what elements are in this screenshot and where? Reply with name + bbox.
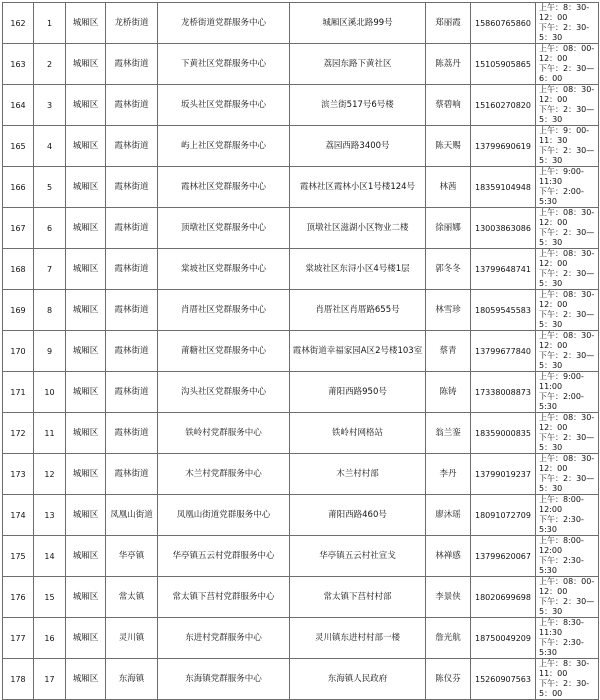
street-cell: 凤凰山街道 xyxy=(106,495,158,536)
index-cell: 6 xyxy=(34,208,66,249)
address-cell: 莆阳西路460号 xyxy=(290,495,426,536)
street-cell: 霞林街道 xyxy=(106,290,158,331)
row-number-cell: 169 xyxy=(3,290,34,331)
street-cell: 龙桥街道 xyxy=(106,3,158,44)
street-cell: 灵川镇 xyxy=(106,618,158,659)
center-name-cell: 坂头社区党群服务中心 xyxy=(158,85,290,126)
index-cell: 17 xyxy=(34,659,66,700)
district-cell: 城厢区 xyxy=(66,659,106,700)
contact-cell: 林茜 xyxy=(426,167,471,208)
phone-cell: 18359000835 xyxy=(471,413,536,454)
index-cell: 13 xyxy=(34,495,66,536)
phone-cell: 15105905865 xyxy=(471,44,536,85)
index-cell: 10 xyxy=(34,372,66,413)
contact-cell: 林雪珍 xyxy=(426,290,471,331)
index-cell: 14 xyxy=(34,536,66,577)
district-cell: 城厢区 xyxy=(66,44,106,85)
center-name-cell: 肖厝社区党群服务中心 xyxy=(158,290,290,331)
district-cell: 城厢区 xyxy=(66,290,106,331)
contact-cell: 詹光航 xyxy=(426,618,471,659)
row-number-cell: 177 xyxy=(3,618,34,659)
office-hours-cell: 上午：8:00-12:00 下午：2:30-5:30 xyxy=(536,495,599,536)
row-number-cell: 170 xyxy=(3,331,34,372)
center-name-cell: 铁岭村党群服务中心 xyxy=(158,413,290,454)
phone-cell: 18020699698 xyxy=(471,577,536,618)
street-cell: 霞林街道 xyxy=(106,44,158,85)
index-cell: 3 xyxy=(34,85,66,126)
table-row xyxy=(3,372,599,413)
center-name-cell: 顶墩社区党群服务中心 xyxy=(158,208,290,249)
office-hours-cell: 上午：08：00-12：00 下午：2：30—6：00 xyxy=(536,44,599,85)
table-row xyxy=(3,536,599,577)
street-cell: 霞林街道 xyxy=(106,331,158,372)
street-cell: 华亭镇 xyxy=(106,536,158,577)
index-cell: 15 xyxy=(34,577,66,618)
center-name-cell: 棠坡社区党群服务中心 xyxy=(158,249,290,290)
index-cell: 12 xyxy=(34,454,66,495)
row-number-cell: 173 xyxy=(3,454,34,495)
center-name-cell: 下黄社区党群服务中心 xyxy=(158,44,290,85)
contact-cell: 陈天赐 xyxy=(426,126,471,167)
office-hours-cell: 上午：8：30-11：00 下午：2：30-5：00 xyxy=(536,659,599,700)
office-hours-cell: 上午：9：00-11：30 下午：2：30—5：30 xyxy=(536,126,599,167)
table-row xyxy=(3,577,599,618)
district-cell: 城厢区 xyxy=(66,85,106,126)
phone-cell: 18359104948 xyxy=(471,167,536,208)
contact-cell: 陈荔丹 xyxy=(426,44,471,85)
office-hours-cell: 上午：08：30-12：00 下午：2：30—5：30 xyxy=(536,249,599,290)
street-cell: 霞林街道 xyxy=(106,372,158,413)
center-name-cell: 屿上社区党群服务中心 xyxy=(158,126,290,167)
address-cell: 木兰村村部 xyxy=(290,454,426,495)
address-cell: 城厢区溪北路99号 xyxy=(290,3,426,44)
phone-cell: 18059545583 xyxy=(471,290,536,331)
table-row xyxy=(3,659,599,700)
district-cell: 城厢区 xyxy=(66,126,106,167)
district-cell: 城厢区 xyxy=(66,413,106,454)
table-body xyxy=(3,3,599,700)
phone-cell: 13003863086 xyxy=(471,208,536,249)
center-name-cell: 东海镇党群服务中心 xyxy=(158,659,290,700)
address-cell: 荔园西路3400号 xyxy=(290,126,426,167)
contact-cell: 蔡青 xyxy=(426,331,471,372)
table-row xyxy=(3,3,599,44)
phone-cell: 15160270820 xyxy=(471,85,536,126)
street-cell: 霞林街道 xyxy=(106,413,158,454)
address-cell: 铁岭村网格站 xyxy=(290,413,426,454)
row-number-cell: 176 xyxy=(3,577,34,618)
address-cell: 常太镇下莒村村部 xyxy=(290,577,426,618)
address-cell: 霞林社区霞林小区1号楼124号 xyxy=(290,167,426,208)
row-number-cell: 162 xyxy=(3,3,34,44)
address-cell: 华亭镇五云村社宣戈 xyxy=(290,536,426,577)
center-name-cell: 东进村党群服务中心 xyxy=(158,618,290,659)
address-cell: 棠坡社区东浔小区4号楼1层 xyxy=(290,249,426,290)
table-row xyxy=(3,413,599,454)
center-name-cell: 凤凰山街道党群服务中心 xyxy=(158,495,290,536)
row-number-cell: 167 xyxy=(3,208,34,249)
district-cell: 城厢区 xyxy=(66,3,106,44)
center-name-cell: 木兰村党群服务中心 xyxy=(158,454,290,495)
street-cell: 东海镇 xyxy=(106,659,158,700)
center-name-cell: 华亭镇五云村党群服务中心 xyxy=(158,536,290,577)
contact-cell: 陈仪芬 xyxy=(426,659,471,700)
service-center-table xyxy=(2,2,599,700)
phone-cell: 15260907563 xyxy=(471,659,536,700)
contact-cell: 李丹 xyxy=(426,454,471,495)
district-cell: 城厢区 xyxy=(66,454,106,495)
street-cell: 霞林街道 xyxy=(106,208,158,249)
district-cell: 城厢区 xyxy=(66,536,106,577)
phone-cell: 13799677840 xyxy=(471,331,536,372)
row-number-cell: 172 xyxy=(3,413,34,454)
phone-cell: 15860765860 xyxy=(471,3,536,44)
index-cell: 4 xyxy=(34,126,66,167)
row-number-cell: 164 xyxy=(3,85,34,126)
index-cell: 9 xyxy=(34,331,66,372)
office-hours-cell: 上午：9:00-11:00 下午：2:00-5:30 xyxy=(536,372,599,413)
row-number-cell: 174 xyxy=(3,495,34,536)
contact-cell: 翁兰銮 xyxy=(426,413,471,454)
table-row xyxy=(3,44,599,85)
center-name-cell: 龙桥街道党群服务中心 xyxy=(158,3,290,44)
contact-cell: 陈铸 xyxy=(426,372,471,413)
office-hours-cell: 上午：8:30-11:30 下午：2:30-5:30 xyxy=(536,618,599,659)
street-cell: 霞林街道 xyxy=(106,126,158,167)
office-hours-cell: 上午：8:00-12:00 下午：2:30-5:30 xyxy=(536,536,599,577)
index-cell: 7 xyxy=(34,249,66,290)
row-number-cell: 175 xyxy=(3,536,34,577)
table-row xyxy=(3,85,599,126)
row-number-cell: 178 xyxy=(3,659,34,700)
district-cell: 城厢区 xyxy=(66,167,106,208)
phone-cell: 13799019237 xyxy=(471,454,536,495)
office-hours-cell: 上午：08：30-12：00 下午：2：30—5：30 xyxy=(536,208,599,249)
address-cell: 霞林街道幸福家园A区2号楼103室 xyxy=(290,331,426,372)
phone-cell: 13799620067 xyxy=(471,536,536,577)
office-hours-cell: 上午：8：30-12：00 下午：2：30-5：30 xyxy=(536,3,599,44)
office-hours-cell: 上午：08：30-12：00 下午：2：30—5：30 xyxy=(536,454,599,495)
district-cell: 城厢区 xyxy=(66,618,106,659)
street-cell: 常太镇 xyxy=(106,577,158,618)
row-number-cell: 171 xyxy=(3,372,34,413)
street-cell: 霞林街道 xyxy=(106,85,158,126)
row-number-cell: 166 xyxy=(3,167,34,208)
table-row xyxy=(3,454,599,495)
index-cell: 16 xyxy=(34,618,66,659)
row-number-cell: 165 xyxy=(3,126,34,167)
index-cell: 11 xyxy=(34,413,66,454)
table-row xyxy=(3,331,599,372)
index-cell: 2 xyxy=(34,44,66,85)
district-cell: 城厢区 xyxy=(66,331,106,372)
district-cell: 城厢区 xyxy=(66,577,106,618)
index-cell: 5 xyxy=(34,167,66,208)
table-row xyxy=(3,249,599,290)
phone-cell: 13799690619 xyxy=(471,126,536,167)
address-cell: 莆阳西路950号 xyxy=(290,372,426,413)
center-name-cell: 霞林社区党群服务中心 xyxy=(158,167,290,208)
address-cell: 荔园东路下黄社区 xyxy=(290,44,426,85)
street-cell: 霞林街道 xyxy=(106,454,158,495)
center-name-cell: 沟头社区党群服务中心 xyxy=(158,372,290,413)
phone-cell: 18091072709 xyxy=(471,495,536,536)
phone-cell: 18750049209 xyxy=(471,618,536,659)
district-cell: 城厢区 xyxy=(66,249,106,290)
center-name-cell: 常太镇下莒村党群服务中心 xyxy=(158,577,290,618)
contact-cell: 林禅感 xyxy=(426,536,471,577)
address-cell: 滨兰街517号6号楼 xyxy=(290,85,426,126)
office-hours-cell: 上午：08：30-12：00 下午：2：30—5：30 xyxy=(536,85,599,126)
office-hours-cell: 上午：08：30-12：00 下午：2：30—5：30 xyxy=(536,290,599,331)
table-row xyxy=(3,618,599,659)
contact-cell: 李景侠 xyxy=(426,577,471,618)
table-row xyxy=(3,167,599,208)
address-cell: 顶墩社区滋湖小区物业二楼 xyxy=(290,208,426,249)
row-number-cell: 168 xyxy=(3,249,34,290)
contact-cell: 郑丽霞 xyxy=(426,3,471,44)
address-cell: 灵川镇东进村村部一楼 xyxy=(290,618,426,659)
street-cell: 霞林街道 xyxy=(106,249,158,290)
contact-cell: 徐丽娜 xyxy=(426,208,471,249)
office-hours-cell: 上午：08：30-12：00 下午：2：30—5：30 xyxy=(536,413,599,454)
street-cell: 霞林街道 xyxy=(106,167,158,208)
office-hours-cell: 上午：08：00-12：00 下午：2：30—5：30 xyxy=(536,577,599,618)
contact-cell: 廖沐瑶 xyxy=(426,495,471,536)
table-row xyxy=(3,290,599,331)
address-cell: 东海镇人民政府 xyxy=(290,659,426,700)
district-cell: 城厢区 xyxy=(66,372,106,413)
contact-cell: 郭冬冬 xyxy=(426,249,471,290)
phone-cell: 17338008873 xyxy=(471,372,536,413)
table-row xyxy=(3,208,599,249)
index-cell: 8 xyxy=(34,290,66,331)
office-hours-cell: 上午：08：30-12：00 下午：2：30—5：30 xyxy=(536,331,599,372)
contact-cell: 蔡碧响 xyxy=(426,85,471,126)
phone-cell: 13799648741 xyxy=(471,249,536,290)
address-cell: 肖厝社区肖厝路655号 xyxy=(290,290,426,331)
district-cell: 城厢区 xyxy=(66,495,106,536)
center-name-cell: 莆糖社区党群服务中心 xyxy=(158,331,290,372)
index-cell: 1 xyxy=(34,3,66,44)
table-row xyxy=(3,126,599,167)
table-row xyxy=(3,495,599,536)
office-hours-cell: 上午：9:00-11:30 下午：2:00-5:30 xyxy=(536,167,599,208)
row-number-cell: 163 xyxy=(3,44,34,85)
district-cell: 城厢区 xyxy=(66,208,106,249)
